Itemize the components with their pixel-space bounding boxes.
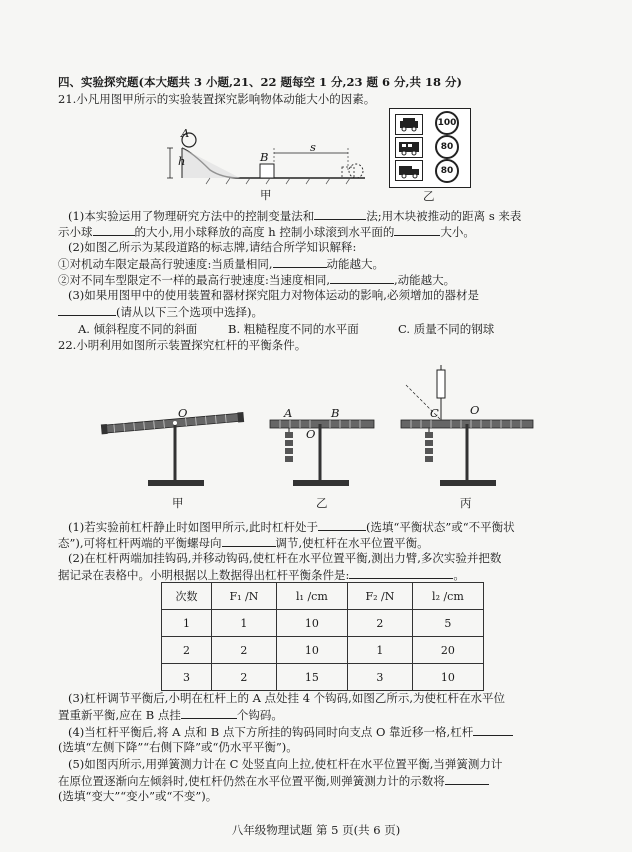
option-a: A. 倾斜程度不同的斜面 — [78, 322, 198, 336]
sign-value-1: 100 — [437, 118, 457, 128]
q21-p2a-line — [58, 256, 384, 272]
spring-scale — [437, 370, 445, 398]
q21-p1a: (1)本实验运用了物理研究方法中的控制变量法和 — [68, 209, 315, 223]
hook-weights-a — [285, 432, 293, 462]
q21-p2b: ②对不同车型限定不一样的最高行驶速度:当速度相同, — [58, 273, 331, 287]
sign-value-2: 80 — [440, 142, 454, 152]
table-cell: 10 — [412, 664, 483, 691]
label-s: s — [310, 140, 316, 154]
q22-p4a: (4)当杠杆平衡后,将 A 点和 B 点下方所挂的钩码同时向支点 O 靠近移一格,杠杆 — [68, 725, 474, 739]
q22-p5-line2 — [58, 773, 489, 789]
bing-label-c: C — [430, 406, 439, 420]
lever-figure-jia — [100, 385, 250, 490]
header-l1: l₁ /cm — [276, 583, 347, 610]
q22-p1d: 调节,使杠杆在水平位置平衡。 — [275, 536, 429, 550]
truck-icon — [395, 160, 423, 181]
q22-p2-line2 — [58, 567, 465, 583]
table-cell: 1 — [347, 637, 412, 664]
wood-block — [260, 164, 274, 178]
table-cell: 20 — [412, 637, 483, 664]
q21-p1d: 的大小,用小球释放的高度 h 控制小球滚到水平面的 — [134, 225, 395, 239]
q22-p1a: (1)若实验前杠杆静止时如图甲所示,此时杠杆处于 — [68, 520, 318, 534]
q21-p2a2: 动能越大。 — [326, 257, 385, 271]
blank-method[interactable] — [314, 208, 366, 220]
option-c: C. 质量不同的钢球 — [398, 322, 495, 336]
lever-figure-yi — [268, 385, 378, 490]
q21-p2a: ①对机动车限定最高行驶速度:当质量相同, — [58, 257, 273, 271]
bus-icon — [395, 137, 423, 158]
blank-equipment[interactable] — [58, 304, 116, 316]
car-icon — [395, 114, 423, 135]
stand-base — [148, 480, 204, 486]
q21-p2b-line — [58, 272, 455, 288]
q22-stem: 22.小明利用如图所示装置探究杠杆的平衡条件。 — [58, 338, 307, 352]
jia-label-o: O — [178, 406, 188, 420]
blank-nut-direction[interactable] — [222, 535, 276, 547]
q22-p3-line2 — [58, 707, 283, 723]
q21-p1-line1 — [68, 208, 521, 224]
header-l2: l₂ /cm — [412, 583, 483, 610]
option-b: B. 粗糙程度不同的水平面 — [228, 322, 359, 336]
blank-speed-condition[interactable] — [273, 256, 327, 268]
blank-speed[interactable] — [394, 224, 440, 236]
table-cell: 10 — [276, 610, 347, 637]
blank-weight-count[interactable] — [181, 707, 237, 719]
q22-p5a: (5)如图丙所示,用弹簧测力计在 C 处竖直向上拉,使杠杆在水平位置平衡,当弹簧测力计 — [68, 757, 503, 771]
q21-p1e: 大小。 — [440, 225, 475, 239]
q22-p3c: 个钩码。 — [236, 708, 283, 722]
section-title: 四、实验探究题(本大题共 3 小题,21、22 题每空 1 分,23 题 6 分,共 18 分) — [58, 75, 462, 89]
lever-figure-bing — [398, 365, 538, 490]
q22-p1-line1 — [68, 519, 515, 535]
q21-p1c: 示小球 — [58, 225, 93, 239]
table-cell: 1 — [162, 610, 212, 637]
q22-p5c: (选填“变大”“变小”或“不变”)。 — [58, 789, 218, 803]
caption-jia: 甲 — [260, 188, 272, 202]
q22-p1-line2 — [58, 535, 429, 551]
table-cell: 2 — [211, 664, 276, 691]
page-footer: 八年级物理试题 第 5 页(共 6 页) — [231, 823, 401, 837]
blank-lever-state[interactable] — [318, 519, 366, 531]
q21-p3a: (3)如果用图甲中的使用装置和器材探究阻力对物体运动的影响,必须增加的器材是 — [68, 288, 479, 302]
q22-p4-line1 — [68, 724, 513, 740]
q22-p1b: (选填“平衡状态”或“不平衡状 — [365, 520, 515, 534]
table-cell: 3 — [162, 664, 212, 691]
ramp-figure — [170, 118, 370, 188]
blank-mass-condition[interactable] — [330, 272, 394, 284]
q22-p4b: (选填“左侧下降”“右侧下降”或“仍水平平衡”)。 — [58, 740, 298, 754]
table-row — [162, 610, 484, 637]
sign-value-3: 80 — [440, 166, 454, 176]
bing-label-o: O — [470, 403, 480, 417]
header-f2: F₂ /N — [347, 583, 412, 610]
header-f1: F₁ /N — [211, 583, 276, 610]
table-cell: 15 — [276, 664, 347, 691]
table-row — [162, 637, 484, 664]
table-cell: 1 — [211, 610, 276, 637]
yi-label-o: O — [306, 427, 316, 441]
tilted-lever — [101, 412, 244, 434]
q21-p2: (2)如图乙所示为某段道路的标志牌,请结合所学知识解释: — [68, 240, 357, 254]
q21-p2b2: ,动能越大。 — [394, 273, 456, 287]
caption-lever-bing: 丙 — [460, 496, 472, 510]
q22-p2b: 据记录在表格中。小明根据以上数据得出杠杆平衡条件是: — [58, 568, 350, 582]
q21-p3b: (请从以下三个选项中选择)。 — [116, 305, 263, 319]
hook-weights-bing — [425, 432, 433, 462]
blank-lever-result[interactable] — [473, 724, 513, 736]
caption-lever-yi: 乙 — [316, 496, 328, 510]
q22-p5b: 在原位置逐渐向左倾斜时,使杠杆仍然在水平位置平衡,则弹簧测力计的示数将 — [58, 774, 445, 788]
q22-p3a: (3)杠杆调节平衡后,小明在杠杆上的 A 点处挂 4 个钩码,如图乙所示,为使杠杆在水平位 — [68, 691, 505, 705]
q21-p1b: 法;用木块被推动的距离 s 来表 — [366, 209, 522, 223]
label-a: A — [181, 126, 190, 140]
table-cell: 5 — [412, 610, 483, 637]
q21-p3b-line — [58, 304, 263, 320]
q21-p1-line2 — [58, 224, 475, 240]
blank-ball-quantity[interactable] — [93, 224, 135, 236]
blank-scale-reading[interactable] — [445, 773, 489, 785]
yi-label-a: A — [284, 406, 293, 420]
table-header-row — [162, 583, 484, 610]
caption-lever-jia: 甲 — [172, 496, 184, 510]
blank-balance-condition[interactable] — [349, 567, 453, 579]
yi-label-b: B — [331, 406, 340, 420]
q22-p1c: 态”),可将杠杆两端的平衡螺母向 — [58, 536, 222, 550]
table-cell: 2 — [162, 637, 212, 664]
q22-p3b: 置重新平衡,应在 B 点挂 — [58, 708, 181, 722]
header-trial: 次数 — [162, 583, 212, 610]
table-cell: 10 — [276, 637, 347, 664]
table-cell: 2 — [347, 610, 412, 637]
data-table — [161, 582, 484, 691]
table-cell: 3 — [347, 664, 412, 691]
table-cell: 2 — [211, 637, 276, 664]
label-h: h — [178, 154, 186, 168]
label-b: B — [260, 150, 269, 164]
caption-yi: 乙 — [423, 189, 435, 203]
q21-stem: 21.小凡用图甲所示的实验装置探究影响物体动能大小的因素。 — [58, 92, 376, 106]
q22-p2c: 。 — [453, 568, 465, 582]
q22-p2a: (2)在杠杆两端加挂钩码,并移动钩码,使杠杆在水平位置平衡,测出力臂,多次实验并把数 — [68, 551, 502, 565]
table-row — [162, 664, 484, 691]
